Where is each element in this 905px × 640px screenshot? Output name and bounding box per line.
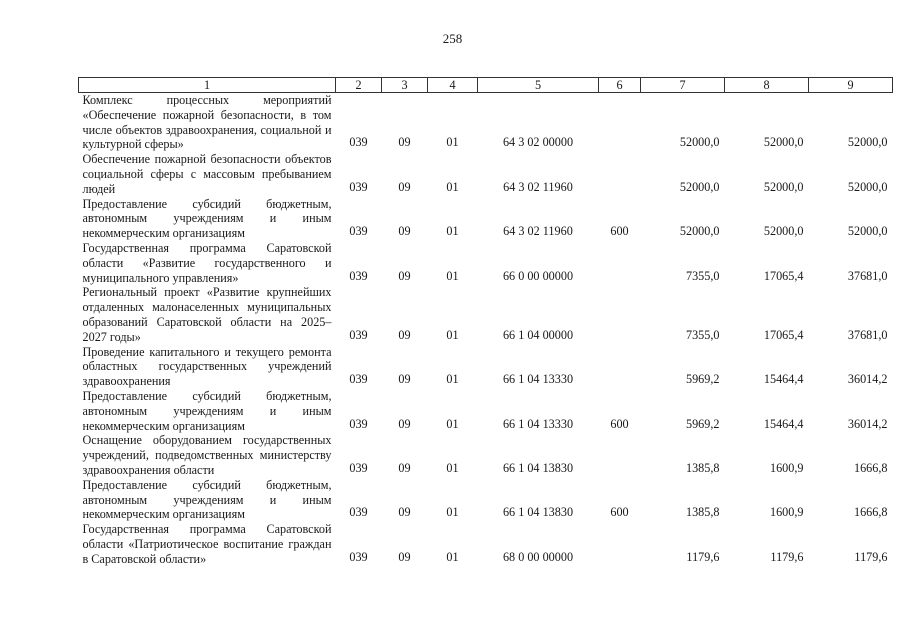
cell-year1: 7355,0 [685, 268, 720, 283]
cell-gr: 039 [349, 372, 368, 387]
table-row [79, 433, 893, 477]
cell-gr: 039 [349, 416, 368, 431]
cell-rz: 09 [398, 268, 411, 283]
header-row [79, 78, 893, 93]
cell-pr: 01 [446, 549, 459, 564]
row-name: Государственная программа Саратовской области «Развитие государственного и муниципального управления» [82, 240, 332, 285]
cell-year2: 17065,4 [763, 327, 804, 342]
cell-year2: 15464,4 [763, 416, 804, 431]
table-row [79, 152, 893, 196]
row-name: Оснащение оборудованием государственных учреждений, подведомственных министерству здравоохранения области [82, 433, 332, 477]
row-name: Проведение капитального и текущего ремонта областных государственных учреждений здравоохранения [82, 344, 332, 389]
cell-gr: 039 [349, 268, 368, 283]
cell-year3: 1666,8 [853, 460, 888, 475]
cell-vr [599, 522, 641, 566]
col-header: 2 [336, 78, 382, 93]
cell-vr [599, 152, 641, 196]
cell-year3: 36014,2 [847, 416, 888, 431]
cell-csr: 66 1 04 13830 [502, 460, 574, 475]
row-name: Предоставление субсидий бюджетным, автономным учреждениям и иным некоммерческим организациям [82, 196, 332, 241]
cell-year2: 1179,6 [770, 549, 804, 564]
cell-pr: 01 [446, 135, 459, 150]
cell-csr: 66 0 00 00000 [502, 268, 574, 283]
cell-pr: 01 [446, 372, 459, 387]
cell-vr [599, 285, 641, 344]
table-row [79, 345, 893, 389]
cell-year1: 52000,0 [679, 135, 720, 150]
cell-rz: 09 [398, 549, 411, 564]
row-name: Государственная программа Саратовской области «Патриотическое воспитание граждан в Саратовской области» [82, 522, 332, 566]
table-row [79, 197, 893, 241]
col-header: 3 [382, 78, 428, 93]
cell-year2: 15464,4 [763, 372, 804, 387]
cell-year2: 17065,4 [763, 268, 804, 283]
cell-gr: 039 [349, 549, 368, 564]
cell-rz: 09 [398, 224, 411, 239]
cell-year1: 5969,2 [685, 416, 720, 431]
cell-year3: 37681,0 [847, 327, 888, 342]
table-row [79, 93, 893, 153]
cell-year1: 5969,2 [685, 372, 720, 387]
cell-year1: 1385,8 [685, 460, 720, 475]
cell-rz: 09 [398, 416, 411, 431]
cell-gr: 039 [349, 327, 368, 342]
cell-vr [599, 241, 641, 285]
row-name: Комплекс процессных мероприятий «Обеспечение пожарной безопасности, в том числе объектов здравоохранения, социальной и культурной сферы» [82, 93, 332, 152]
cell-gr: 039 [349, 505, 368, 520]
table-row [79, 285, 893, 344]
col-header: 9 [809, 78, 893, 93]
table-row [79, 478, 893, 522]
cell-csr: 66 1 04 00000 [502, 327, 574, 342]
cell-vr [599, 345, 641, 389]
table-row [79, 241, 893, 285]
cell-pr: 01 [446, 268, 459, 283]
cell-pr: 01 [446, 327, 459, 342]
cell-pr: 01 [446, 224, 459, 239]
row-name: Региональный проект «Развитие крупнейших отдаленных малонаселенных муниципальных образований Саратовской области на 2025–2027 годы» [82, 285, 332, 344]
cell-rz: 09 [398, 372, 411, 387]
page-number: 258 [442, 31, 463, 46]
col-header: 4 [428, 78, 478, 93]
cell-pr: 01 [446, 460, 459, 475]
cell-rz: 09 [398, 135, 411, 150]
cell-year3: 37681,0 [847, 268, 888, 283]
cell-year1: 1385,8 [685, 505, 720, 520]
cell-vr [599, 433, 641, 477]
cell-year2: 1600,9 [769, 460, 804, 475]
cell-year3: 1666,8 [853, 505, 888, 520]
cell-gr: 039 [349, 460, 368, 475]
col-header: 8 [725, 78, 809, 93]
cell-rz: 09 [398, 179, 411, 194]
cell-year1: 7355,0 [685, 327, 720, 342]
cell-vr: 600 [610, 505, 629, 520]
cell-year1: 52000,0 [679, 179, 720, 194]
cell-year3: 1179,6 [854, 549, 888, 564]
cell-pr: 01 [446, 179, 459, 194]
cell-rz: 09 [398, 327, 411, 342]
cell-csr: 64 3 02 00000 [502, 135, 574, 150]
cell-gr: 039 [349, 224, 368, 239]
cell-year3: 52000,0 [847, 224, 888, 239]
table-row [79, 522, 893, 566]
cell-csr: 68 0 00 00000 [502, 549, 574, 564]
row-name: Предоставление субсидий бюджетным, автономным учреждениям и иным некоммерческим организациям [82, 477, 332, 522]
col-header: 7 [641, 78, 725, 93]
cell-pr: 01 [446, 505, 459, 520]
cell-year1: 52000,0 [679, 224, 720, 239]
col-header: 6 [599, 78, 641, 93]
cell-gr: 039 [349, 135, 368, 150]
cell-csr: 64 3 02 11960 [503, 179, 573, 194]
cell-csr: 64 3 02 11960 [503, 224, 573, 239]
budget-table [78, 77, 893, 567]
cell-year2: 52000,0 [763, 179, 804, 194]
cell-pr: 01 [446, 416, 459, 431]
cell-year2: 1600,9 [769, 505, 804, 520]
table-row [79, 389, 893, 433]
cell-gr: 039 [349, 179, 368, 194]
cell-year1: 1179,6 [686, 549, 720, 564]
cell-year3: 52000,0 [847, 179, 888, 194]
cell-year2: 52000,0 [763, 224, 804, 239]
col-header: 5 [478, 78, 599, 93]
cell-year2: 52000,0 [763, 135, 804, 150]
cell-csr: 66 1 04 13330 [502, 372, 574, 387]
cell-csr: 66 1 04 13830 [502, 505, 574, 520]
cell-csr: 66 1 04 13330 [502, 416, 574, 431]
cell-rz: 09 [398, 460, 411, 475]
cell-year3: 36014,2 [847, 372, 888, 387]
cell-vr: 600 [610, 224, 629, 239]
cell-vr: 600 [610, 416, 629, 431]
row-name: Предоставление субсидий бюджетным, автономным учреждениям и иным некоммерческим организациям [82, 388, 332, 433]
cell-vr [599, 93, 641, 153]
cell-year3: 52000,0 [847, 135, 888, 150]
cell-rz: 09 [398, 505, 411, 520]
col-header: 1 [79, 78, 336, 93]
row-name: Обеспечение пожарной безопасности объектов социальной сферы с массовым пребыванием людей [82, 152, 332, 196]
